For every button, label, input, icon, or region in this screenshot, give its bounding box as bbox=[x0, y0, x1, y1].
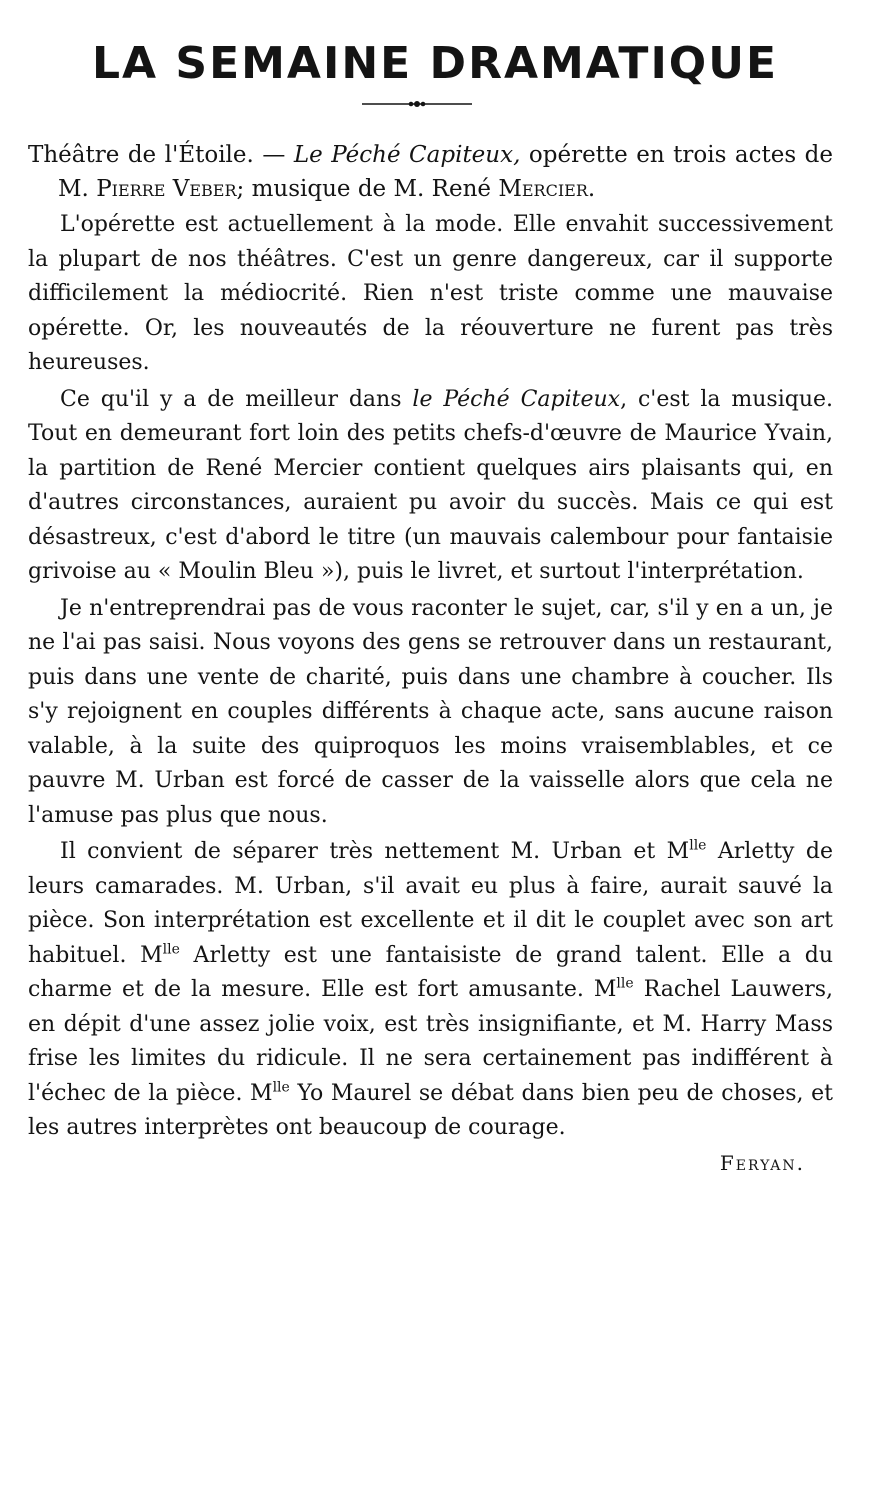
heading-dash: — bbox=[253, 142, 294, 168]
paragraph-text: Ce qu'il y a de meilleur dans bbox=[60, 386, 413, 412]
play-title: Le Péché Capiteux, bbox=[293, 142, 521, 168]
paragraph-text: Arletty de leurs camarades. M. Urban, s'il avait eu plus à faire, aurait sauvé la pièce. Son interprétation est excellente et il dit le couplet avec son art habituel. M bbox=[28, 839, 833, 968]
paragraph-text: Il convient de séparer très nettement M. Urban et M bbox=[60, 839, 690, 864]
composer-name: Mercier bbox=[498, 176, 588, 202]
paragraph-text: , c'est la musique. Tout en demeurant fort loin des petits chefs-d'œuvre de Maurice Yvain, la partition de René Mercier contient quelques airs plaisants qui, en d'autres circonstances, auraient pu avoir du succès. Mais ce qui est désastreux, c'est d'abord le titre (un mauvais calembour pour fantaisie grivoise au « Moulin Bleu »), puis le livret, et surtout l'interprétation. bbox=[28, 386, 834, 584]
signature: Feryan. bbox=[719, 1150, 805, 1175]
paragraph-2 bbox=[28, 383, 833, 590]
page-title: LA SEMAINE DRAMATIQUE bbox=[91, 38, 778, 89]
theatre-name: Théâtre de l'Étoile. bbox=[28, 142, 254, 168]
heading-text: opérette en trois actes de M. bbox=[58, 142, 833, 202]
paragraph-1: L'opérette est actuellement à la mode. Elle envahit successivement la plupart de nos théâtres. C'est un genre dangereux, car il supporte difficilement la médiocrité. Rien n'est triste comme une mauvaise opérette. Or, les nouveautés de la réouverture ne furent pas très heureuses. bbox=[28, 212, 833, 375]
review-heading bbox=[28, 138, 833, 206]
author-name: Pierre Veber bbox=[96, 176, 237, 202]
heading-text: ; musique de M. René bbox=[236, 176, 499, 202]
mlle-superscript: lle bbox=[616, 975, 634, 992]
mlle-superscript: lle bbox=[689, 837, 707, 854]
article bbox=[28, 138, 833, 1178]
heading-text: . bbox=[587, 176, 596, 202]
paragraph-text: Arletty est une fantaisiste de grand talent. Elle a du charme et de la mesure. Elle est fort amusante. M bbox=[28, 942, 834, 1002]
paragraph-text: Rachel Lauwers, en dépit d'une assez jolie voix, est très insignifiante, et M. Harry Mass frise les limites du ridicule. Il ne sera certainement pas indifférent à l'échec de la pièce. M bbox=[28, 977, 834, 1106]
mlle-superscript: lle bbox=[272, 1079, 290, 1096]
paragraph-4 bbox=[28, 835, 833, 1146]
ornament-divider bbox=[362, 97, 472, 111]
play-title-inline: le Péché Capiteux bbox=[412, 386, 621, 412]
mlle-superscript: lle bbox=[162, 941, 180, 958]
paragraph-text: Yo Maurel se débat dans bien peu de choses, et les autres interprètes ont beaucoup de courage. bbox=[28, 1080, 833, 1140]
paragraph-3: Je n'entreprendrai pas de vous raconter le sujet, car, s'il y en a un, je ne l'ai pas saisi. Nous voyons des gens se retrouver dans un restaurant, puis dans une vente de charité, puis dans une chambre à coucher. Ils s'y rejoignent en couples différents à chaque acte, sans aucune raison valable, à la suite des quiproquos les moins vraisemblables, et ce pauvre M. Urban est forcé de casser de la vaisselle alors que cela ne l'amuse pas plus que nous. bbox=[28, 595, 833, 828]
